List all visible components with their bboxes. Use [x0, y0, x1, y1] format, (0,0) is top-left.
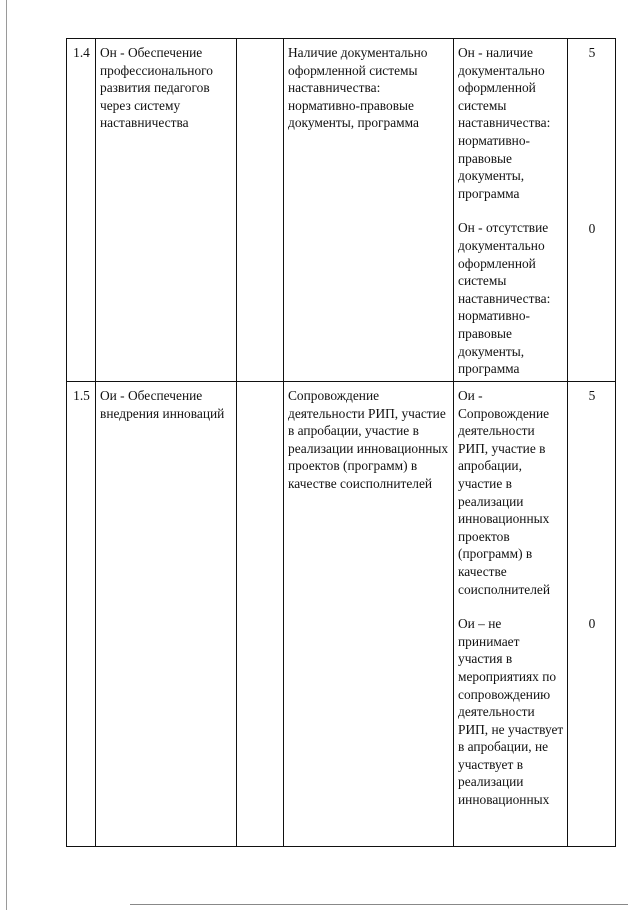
option-text: Он - отсутствие документально оформленной системы наставничества: нормативно-правовые документы, программа [458, 220, 551, 377]
scan-left-edge [6, 0, 7, 910]
criterion-cell: Он - Обеспечение профессионального развития педагогов через систему наставничества [96, 39, 237, 382]
score-value: 5 [588, 388, 596, 403]
options-cell [454, 382, 568, 847]
score-value: 0 [588, 615, 596, 631]
option-text: Он - наличие документально оформленной системы наставничества: нормативно-правовые документы, программа [458, 45, 551, 201]
score-cell [568, 382, 616, 847]
score-value: 0 [588, 220, 596, 236]
score-value: 5 [588, 45, 596, 60]
empty-cell [237, 39, 284, 382]
empty-cell [237, 382, 284, 847]
option-text: Ои – не принимает участия в мероприятиях по сопровождению деятельности РИП, не участвует в апробации, не участвует в реализации инновационных [458, 616, 564, 808]
indicator-cell: Наличие документально оформленной системы наставничества: нормативно-правовые документы, программа [284, 39, 454, 382]
row-number: 1.5 [67, 382, 96, 847]
option-text: Ои - Сопровождение деятельности РИП, участие в апробации, участие в реализации инновационных проектов (программ) в качестве соисполнителей [458, 388, 551, 597]
row-number: 1.4 [67, 39, 96, 382]
score-cell [568, 39, 616, 382]
options-cell [454, 39, 568, 382]
indicator-cell: Сопровождение деятельности РИП, участие в апробации, участие в реализации инновационных проектов (программ) в качестве соисполнителей [284, 382, 454, 847]
scan-bottom-line [130, 904, 628, 905]
table-row [67, 39, 616, 382]
table-row [67, 382, 616, 847]
criteria-table [66, 38, 616, 847]
criterion-cell: Ои - Обеспечение внедрения инноваций [96, 382, 237, 847]
